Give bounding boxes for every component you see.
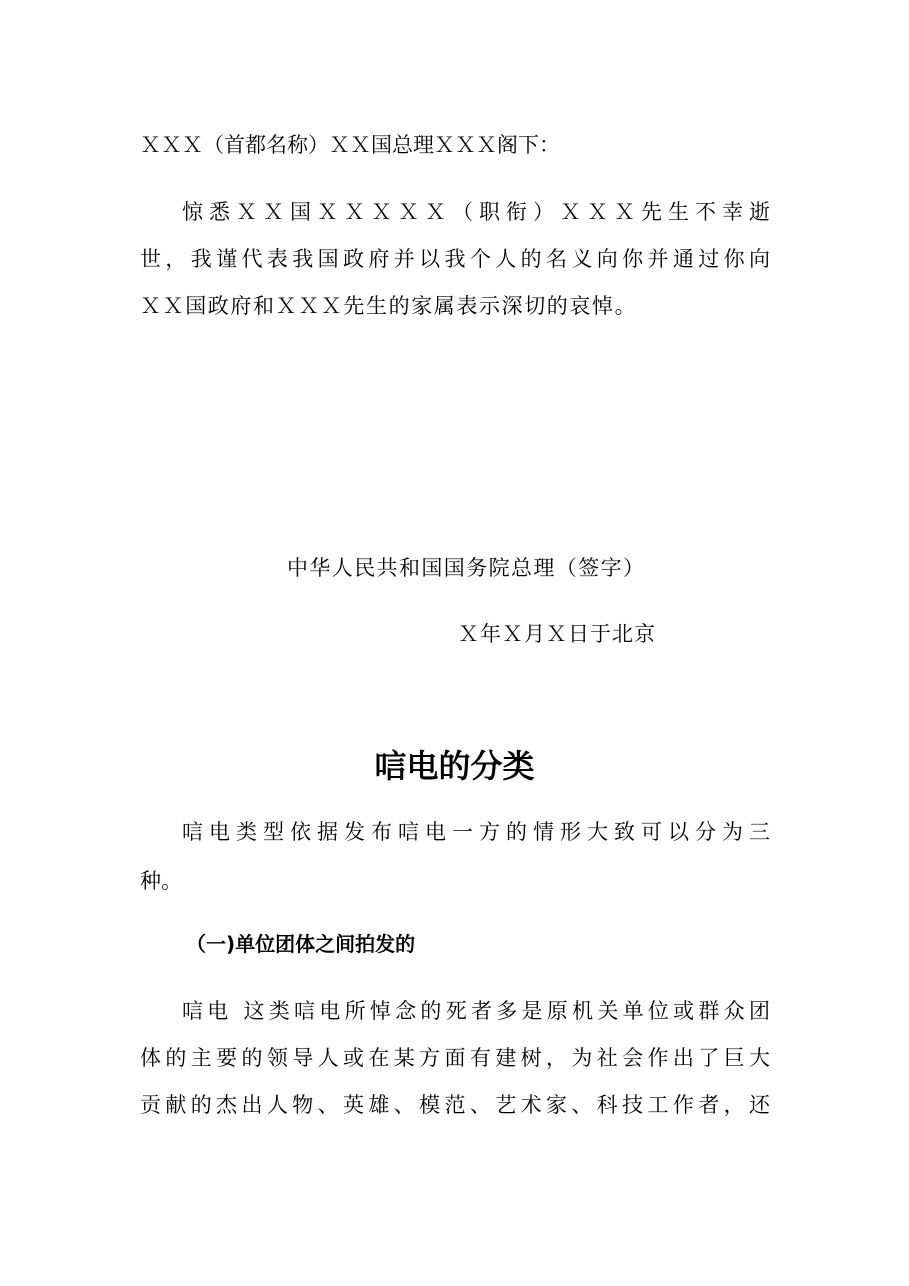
letter-salutation: ＸＸＸ（首都名称）ＸＸ国总理ＸＸＸ阁下： <box>140 133 560 157</box>
section-para-line-1: 唁电 这类唁电所悼念的死者多是原机关单位或群众团 <box>182 999 770 1023</box>
letter-signature: 中华人民共和国国务院总理（签字） <box>287 556 646 580</box>
section-para-line-3: 贡献的杰出人物、英雄、模范、艺术家、科技工作者，还 <box>140 1093 770 1117</box>
section-para-line-2: 体的主要的领导人或在某方面有建树，为社会作出了巨大 <box>140 1046 770 1070</box>
letter-body-line-1: 惊悉ＸＸ国ＸＸＸＸＸ（职衔）ＸＸＸ先生不幸逝 <box>182 200 770 224</box>
letter-date: Ｘ年Ｘ月Ｘ日于北京 <box>458 622 656 646</box>
section-intro-line-1: 唁电类型依据发布唁电一方的情形大致可以分为三 <box>182 820 770 844</box>
letter-body-line-2: 世，我谨代表我国政府并以我个人的名义向你并通过你向 <box>140 247 770 271</box>
letter-body-line-3: ＸＸ国政府和ＸＸＸ先生的家属表示深切的哀悼。 <box>140 294 638 318</box>
section-intro-line-2: 种。 <box>140 869 182 893</box>
section-subheading: （一)单位团体之间拍发的 <box>186 932 416 956</box>
section-title: 唁电的分类 <box>374 747 535 785</box>
